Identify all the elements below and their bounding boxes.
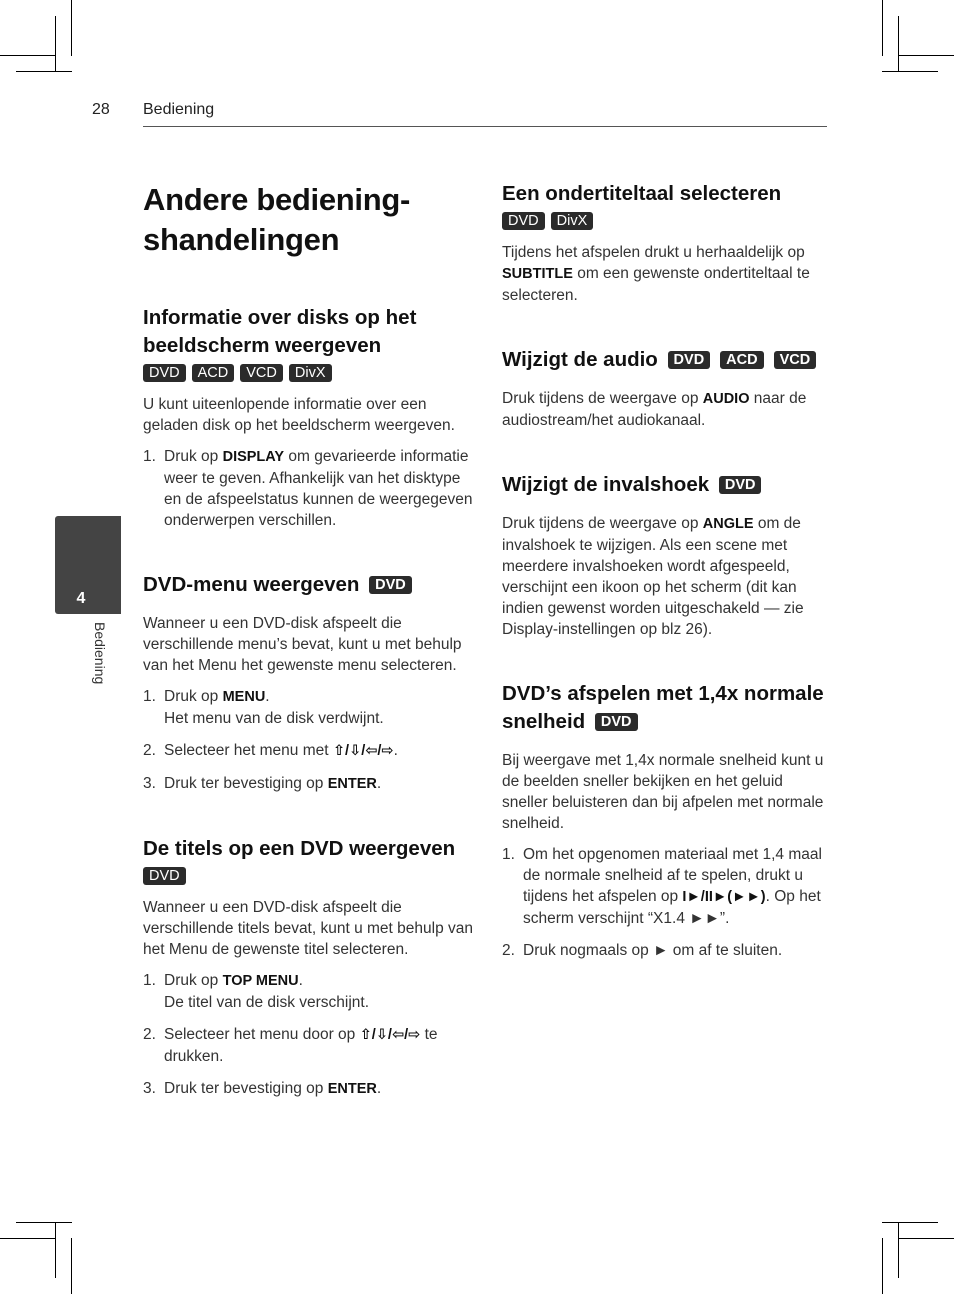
- step-text: om gevarieerde informatie weer te geven. Afhankelijk van het disktype en de afspeelstatus kunnen de weergegeven onderwerpen verschillen.: [164, 448, 473, 529]
- format-badge: VCD: [240, 364, 283, 382]
- step-text: .: [376, 775, 382, 792]
- format-badge: VCD: [774, 351, 817, 369]
- button-key-label: AUDIO: [702, 391, 750, 407]
- step-text: .: [265, 688, 270, 705]
- step-number: 2.: [143, 1026, 156, 1043]
- section-subtitle-language: [502, 180, 832, 306]
- format-badge: DVD: [369, 576, 412, 594]
- format-badge: ACD: [720, 351, 763, 369]
- step-number: 1.: [143, 448, 156, 465]
- crop-mark: [898, 1222, 899, 1278]
- arrow-keys-icon: ⇧/⇩/⇦/⇨: [359, 1027, 421, 1043]
- step-subtext: Het menu van de disk verdwijnt.: [164, 710, 384, 727]
- left-column: [143, 180, 473, 1140]
- body-text: om een gewenste ondertiteltaal te selecteren.: [502, 265, 810, 304]
- crop-mark: [0, 55, 56, 56]
- format-badge: DVD: [595, 713, 638, 731]
- step-text: Druk op: [164, 688, 223, 705]
- crop-mark: [882, 1238, 883, 1294]
- step-text: .: [393, 742, 398, 759]
- format-badge: DivX: [289, 364, 332, 382]
- body-text: Druk tijdens de weergave op: [502, 515, 703, 532]
- list-item: [143, 446, 473, 531]
- step-text: Selecteer het menu met: [164, 742, 333, 759]
- format-badges: [143, 867, 473, 887]
- body-text: Tijdens het afspelen drukt u herhaaldelijk op: [502, 244, 805, 261]
- list-item: [502, 940, 832, 961]
- step-number: 3.: [143, 775, 156, 792]
- chapter-number: 4: [76, 590, 86, 607]
- section-body: Wanneer u een DVD-disk afspeelt die verschillende titels bevat, kunt u met behulp van het Menu de gewenste titel selecteren.: [143, 899, 473, 958]
- section-angle: [502, 471, 832, 640]
- crop-mark: [898, 16, 899, 72]
- step-subtext: De titel van de disk verschijnt.: [164, 994, 370, 1011]
- step-number: 1.: [143, 688, 156, 705]
- format-badge: DVD: [719, 476, 762, 494]
- step-number: 2.: [143, 742, 156, 759]
- format-badge: DivX: [551, 212, 594, 230]
- section-fast-play: [502, 680, 832, 961]
- crop-mark: [71, 0, 72, 56]
- crop-mark: [16, 1222, 72, 1223]
- step-number: 1.: [502, 846, 515, 863]
- format-badges: [502, 212, 832, 232]
- section-body: [502, 513, 832, 640]
- section-body: Wanneer u een DVD-disk afspeelt die verschillende menu’s bevat, kunt u met behulp van het Menu het gewenste menu selecteren.: [143, 615, 462, 674]
- crop-mark: [55, 1222, 56, 1278]
- header-rule: [143, 126, 827, 127]
- step-list: [143, 970, 473, 1100]
- heading-text: Wijzigt de audio: [502, 348, 658, 371]
- crop-mark: [55, 16, 56, 72]
- step-number: 3.: [143, 1080, 156, 1097]
- button-key-label: TOP MENU: [222, 973, 299, 989]
- section-body: [502, 388, 832, 431]
- arrow-keys-icon: ⇧/⇩/⇦/⇨: [332, 743, 394, 759]
- body-text: Druk tijdens de weergave op: [502, 390, 703, 407]
- step-text: Selecteer het menu door op: [164, 1026, 360, 1043]
- section-heading: Een ondertiteltaal selecteren: [502, 182, 782, 205]
- format-badge: ACD: [192, 364, 235, 382]
- running-header: Bediening: [143, 101, 215, 118]
- crop-mark: [71, 1238, 72, 1294]
- crop-mark: [882, 71, 938, 72]
- section-audio: [502, 346, 832, 431]
- list-item: [143, 1024, 473, 1067]
- section-body: U kunt uiteenlopende informatie over een geladen disk op het beeldscherm weergeven.: [143, 396, 455, 434]
- step-text: .: [298, 972, 303, 989]
- button-key-label: SUBTITLE: [502, 266, 573, 282]
- format-badge: DVD: [502, 212, 545, 230]
- section-heading: De titels op een DVD weergeven: [143, 837, 456, 860]
- crop-mark: [0, 1238, 56, 1239]
- list-item: [143, 1078, 473, 1100]
- step-text: Druk op: [164, 972, 223, 989]
- format-badge: DVD: [143, 867, 186, 885]
- step-text: . Op het scherm verschijnt “X1.4 ►►”.: [523, 888, 821, 927]
- step-number: 2.: [502, 942, 515, 959]
- body-text: om de invalshoek te wijzigen. Als een scene met meerdere invalshoeken wordt afgespeeld, verschijnt een ikoon op het scherm (dit kan indien gewenst worden uitgeschakeld — zie Display-instellingen op blz 26).: [502, 515, 804, 638]
- crop-mark: [882, 1222, 938, 1223]
- section-heading: [502, 346, 832, 374]
- list-item: [143, 773, 473, 795]
- right-column: [502, 180, 832, 1001]
- section-disk-info: [143, 304, 473, 531]
- format-badge: DVD: [668, 351, 711, 369]
- format-badges: [143, 364, 473, 384]
- button-key-label: ANGLE: [702, 516, 754, 532]
- crop-mark: [882, 0, 883, 56]
- section-heading: [502, 680, 832, 736]
- crop-mark: [898, 55, 954, 56]
- chapter-label-text: Bediening: [92, 622, 108, 685]
- step-text: Druk nogmaals op ► om af te sluiten.: [523, 942, 783, 959]
- step-text: te drukken.: [164, 1026, 438, 1065]
- body-text: naar de audiostream/het audiokanaal.: [502, 390, 807, 429]
- step-text: Druk ter bevestiging op: [164, 775, 328, 792]
- section-body: Bij weergave met 1,4x normale snelheid kunt u de beelden sneller bekijken en het geluid sneller beluisteren dan bij afpelen met normale snelheid.: [502, 752, 824, 832]
- format-badge: DVD: [143, 364, 186, 382]
- crop-mark: [898, 1238, 954, 1239]
- section-heading: Informatie over disks op het beeldscherm weergeven: [143, 306, 417, 357]
- list-item: [502, 844, 832, 929]
- list-item: [143, 740, 473, 762]
- button-key-label: ENTER: [327, 776, 377, 792]
- button-key-label: MENU: [222, 689, 266, 705]
- step-text: Druk ter bevestiging op: [164, 1080, 328, 1097]
- chapter-tab-label: [92, 622, 112, 712]
- section-heading: [143, 571, 473, 599]
- list-item: [143, 970, 473, 1013]
- section-body: [502, 242, 832, 306]
- button-key-label: ENTER: [327, 1081, 377, 1097]
- section-dvd-menu: [143, 571, 473, 795]
- step-text: Om het opgenomen materiaal met 1,4 maal de normale snelheid af te spelen, drukt u tijdens het afspelen op: [523, 846, 822, 905]
- page-title: Andere bediening-shandelingen: [143, 182, 411, 257]
- button-key-label: DISPLAY: [222, 449, 285, 465]
- list-item: [143, 686, 473, 729]
- step-text: .: [376, 1080, 382, 1097]
- heading-text: DVD’s afspelen met 1,4x normale snelheid: [502, 682, 824, 733]
- heading-text: Wijzigt de invalshoek: [502, 473, 710, 496]
- step-text: Druk op: [164, 448, 223, 465]
- heading-text: DVD-menu weergeven: [143, 573, 360, 596]
- step-list: [143, 686, 473, 795]
- crop-mark: [16, 71, 72, 72]
- step-list: [143, 446, 473, 531]
- section-dvd-titles: [143, 835, 473, 1100]
- chapter-tab: [55, 516, 121, 614]
- step-list: [502, 844, 832, 961]
- section-heading: [502, 471, 832, 499]
- step-number: 1.: [143, 972, 156, 989]
- button-key-label: I►/II►(►►): [682, 889, 766, 905]
- page-number: 28: [92, 101, 110, 118]
